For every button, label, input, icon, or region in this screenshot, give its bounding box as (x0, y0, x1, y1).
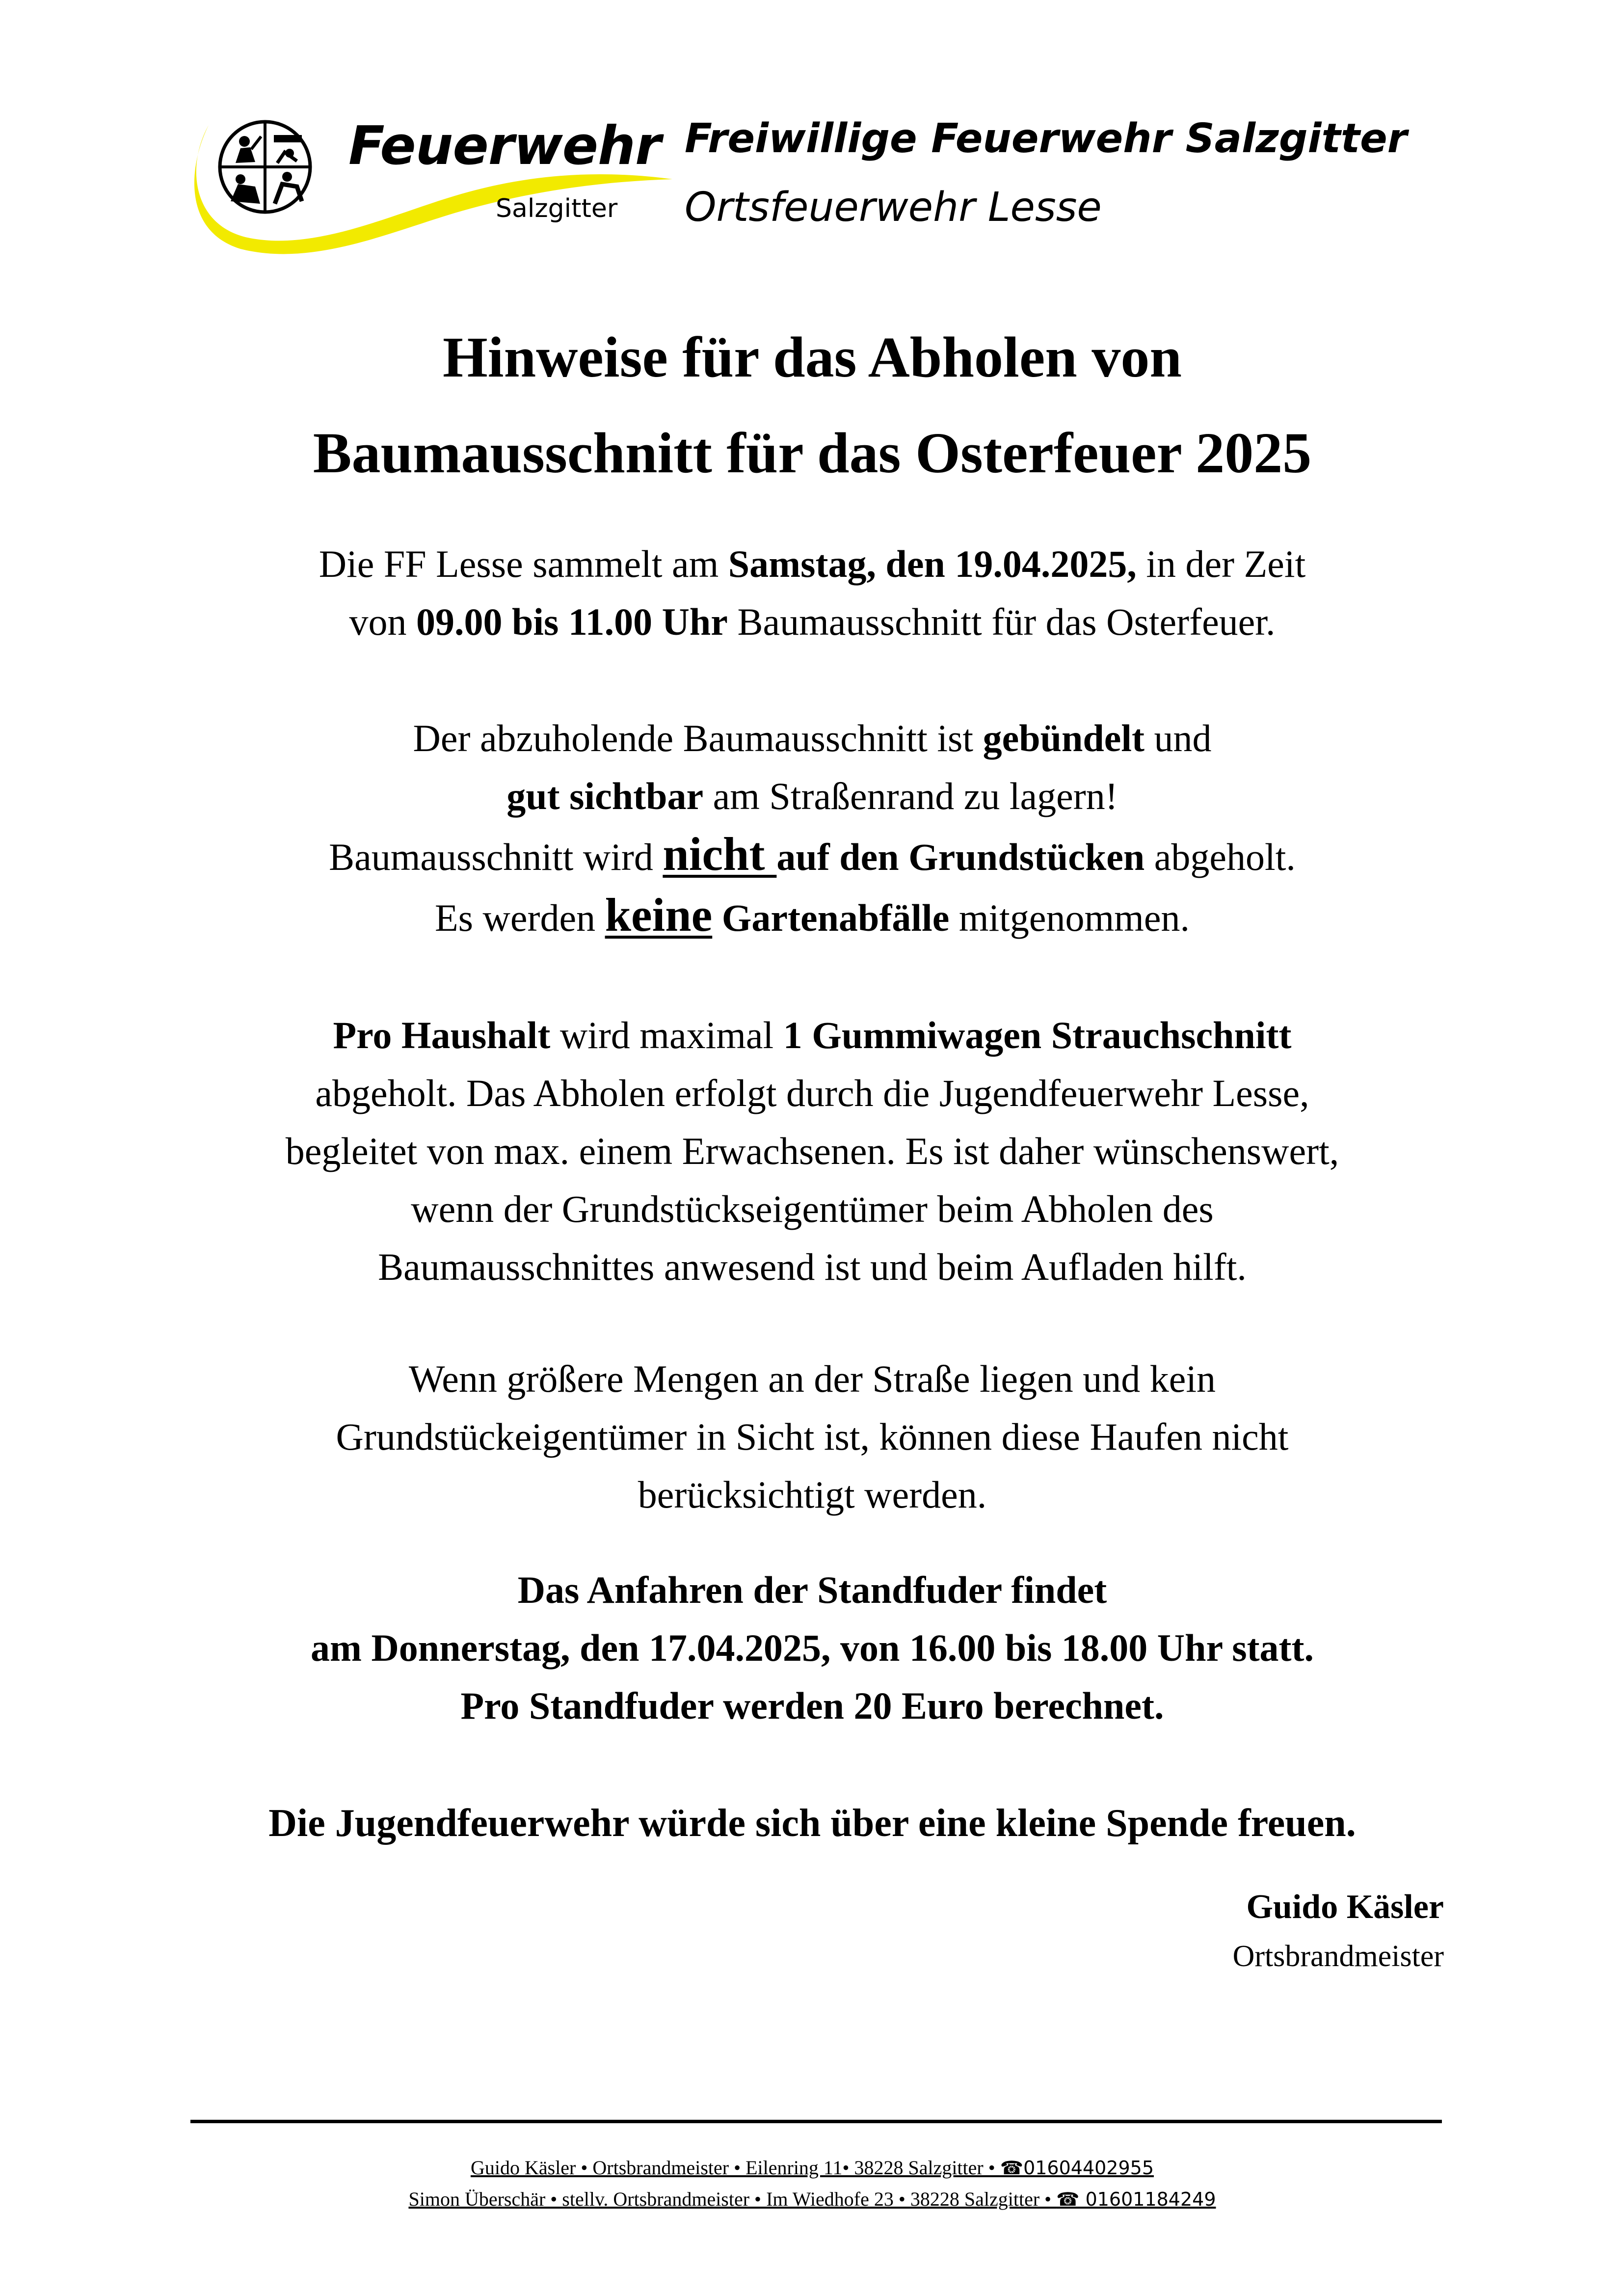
org-name: Freiwillige Feuerwehr Salzgitter (685, 115, 1408, 162)
text-line: begleitet von max. einem Erwachsenen. Es ist daher wünschenswert, (285, 1130, 1339, 1172)
footer-text: Simon Überschär • stellv. Ortsbrandmeister • Im Wiedhofe 23 • 38228 Salzgitter • (408, 2188, 1057, 2210)
emphasis-underlined: nicht (663, 828, 777, 880)
emphasis-underlined: keine (605, 889, 713, 941)
text: Baumausschnitt für das Osterfeuer. (727, 600, 1276, 643)
text: Baumausschnitt wird (329, 836, 663, 878)
org-unit: Ortsfeuerwehr Lesse (685, 184, 1102, 231)
logo-wordmark: Feuerwehr (348, 115, 661, 177)
text-line: am Donnerstag, den 17.04.2025, von 16.00 bis 18.00 Uhr statt. (311, 1626, 1314, 1669)
text-line: Baumausschnittes anwesend ist und beim Aufladen hilft. (378, 1245, 1247, 1288)
signature-block (1233, 1883, 1444, 1981)
emphasis: Pro Haushalt (333, 1014, 551, 1056)
footer-contact-line (128, 2154, 1497, 2182)
text-line: berücksichtigt werden. (638, 1473, 987, 1516)
paragraph-household-limit (128, 1006, 1497, 1296)
text: wird maximal (550, 1014, 783, 1056)
emphasis: 09.00 bis 11.00 Uhr (416, 600, 728, 643)
emphasis: auf den Grundstücken (776, 836, 1145, 878)
text: Es werden (435, 896, 605, 939)
page-title (128, 309, 1497, 501)
paragraph-standfuder (128, 1561, 1497, 1735)
text-line: Pro Standfuder werden 20 Euro berechnet. (460, 1684, 1164, 1727)
footer-text: Guido Käsler • Ortsbrandmeister • Eilenring 11• 38228 Salzgitter • (470, 2157, 1000, 2179)
signature-name: Guido Käsler (1246, 1888, 1444, 1926)
signature-role: Ortsbrandmeister (1232, 1940, 1444, 1973)
fire-brigade-emblem-icon (216, 118, 314, 216)
logo (186, 106, 677, 268)
text: mitgenommen. (949, 896, 1190, 939)
title-line: Baumausschnitt für das Osterfeuer 2025 (313, 421, 1312, 485)
text: in der Zeit (1136, 542, 1306, 585)
text: Die FF Lesse sammelt am (319, 542, 728, 585)
paragraph-collection-date (128, 535, 1497, 651)
phone-number: ☎01604402955 (1000, 2157, 1154, 2179)
text: und (1144, 717, 1212, 759)
emphasis: Samstag, den 19.04.2025, (728, 542, 1137, 585)
title-line: Hinweise für das Abholen von (443, 325, 1182, 389)
text-line: Grundstückeigentümer in Sicht ist, können diese Haufen nicht (336, 1415, 1289, 1458)
text-line: Die Jugendfeuerwehr würde sich über eine kleine Spende freuen. (268, 1802, 1356, 1845)
phone-number: ☎ 01601184249 (1056, 2188, 1216, 2210)
paragraph-large-piles (128, 1350, 1497, 1524)
footer-contact-line (128, 2186, 1497, 2213)
text: abgeholt. (1144, 836, 1296, 878)
donation-note (128, 1794, 1497, 1852)
text-line: Das Anfahren der Standfuder findet (517, 1568, 1107, 1611)
text: Der abzuholende Baumausschnitt ist (413, 717, 983, 759)
logo-city: Salzgitter (496, 194, 618, 223)
text-line: wenn der Grundstückseigentümer beim Abholen des (411, 1188, 1214, 1230)
emphasis: gebündelt (983, 717, 1144, 759)
text: am Straßenrand zu lagern! (703, 775, 1118, 817)
emphasis: 1 Gummiwagen Strauchschnitt (783, 1014, 1292, 1056)
paragraph-storage-rules (128, 709, 1497, 947)
text: von (349, 600, 416, 643)
text-line: Wenn größere Mengen an der Straße liegen und kein (408, 1357, 1216, 1400)
emphasis: Gartenabfälle (712, 896, 950, 939)
text-line: abgeholt. Das Abholen erfolgt durch die Jugendfeuerwehr Lesse, (315, 1072, 1309, 1114)
footer-divider (190, 2120, 1442, 2123)
emphasis: gut sichtbar (506, 775, 704, 817)
